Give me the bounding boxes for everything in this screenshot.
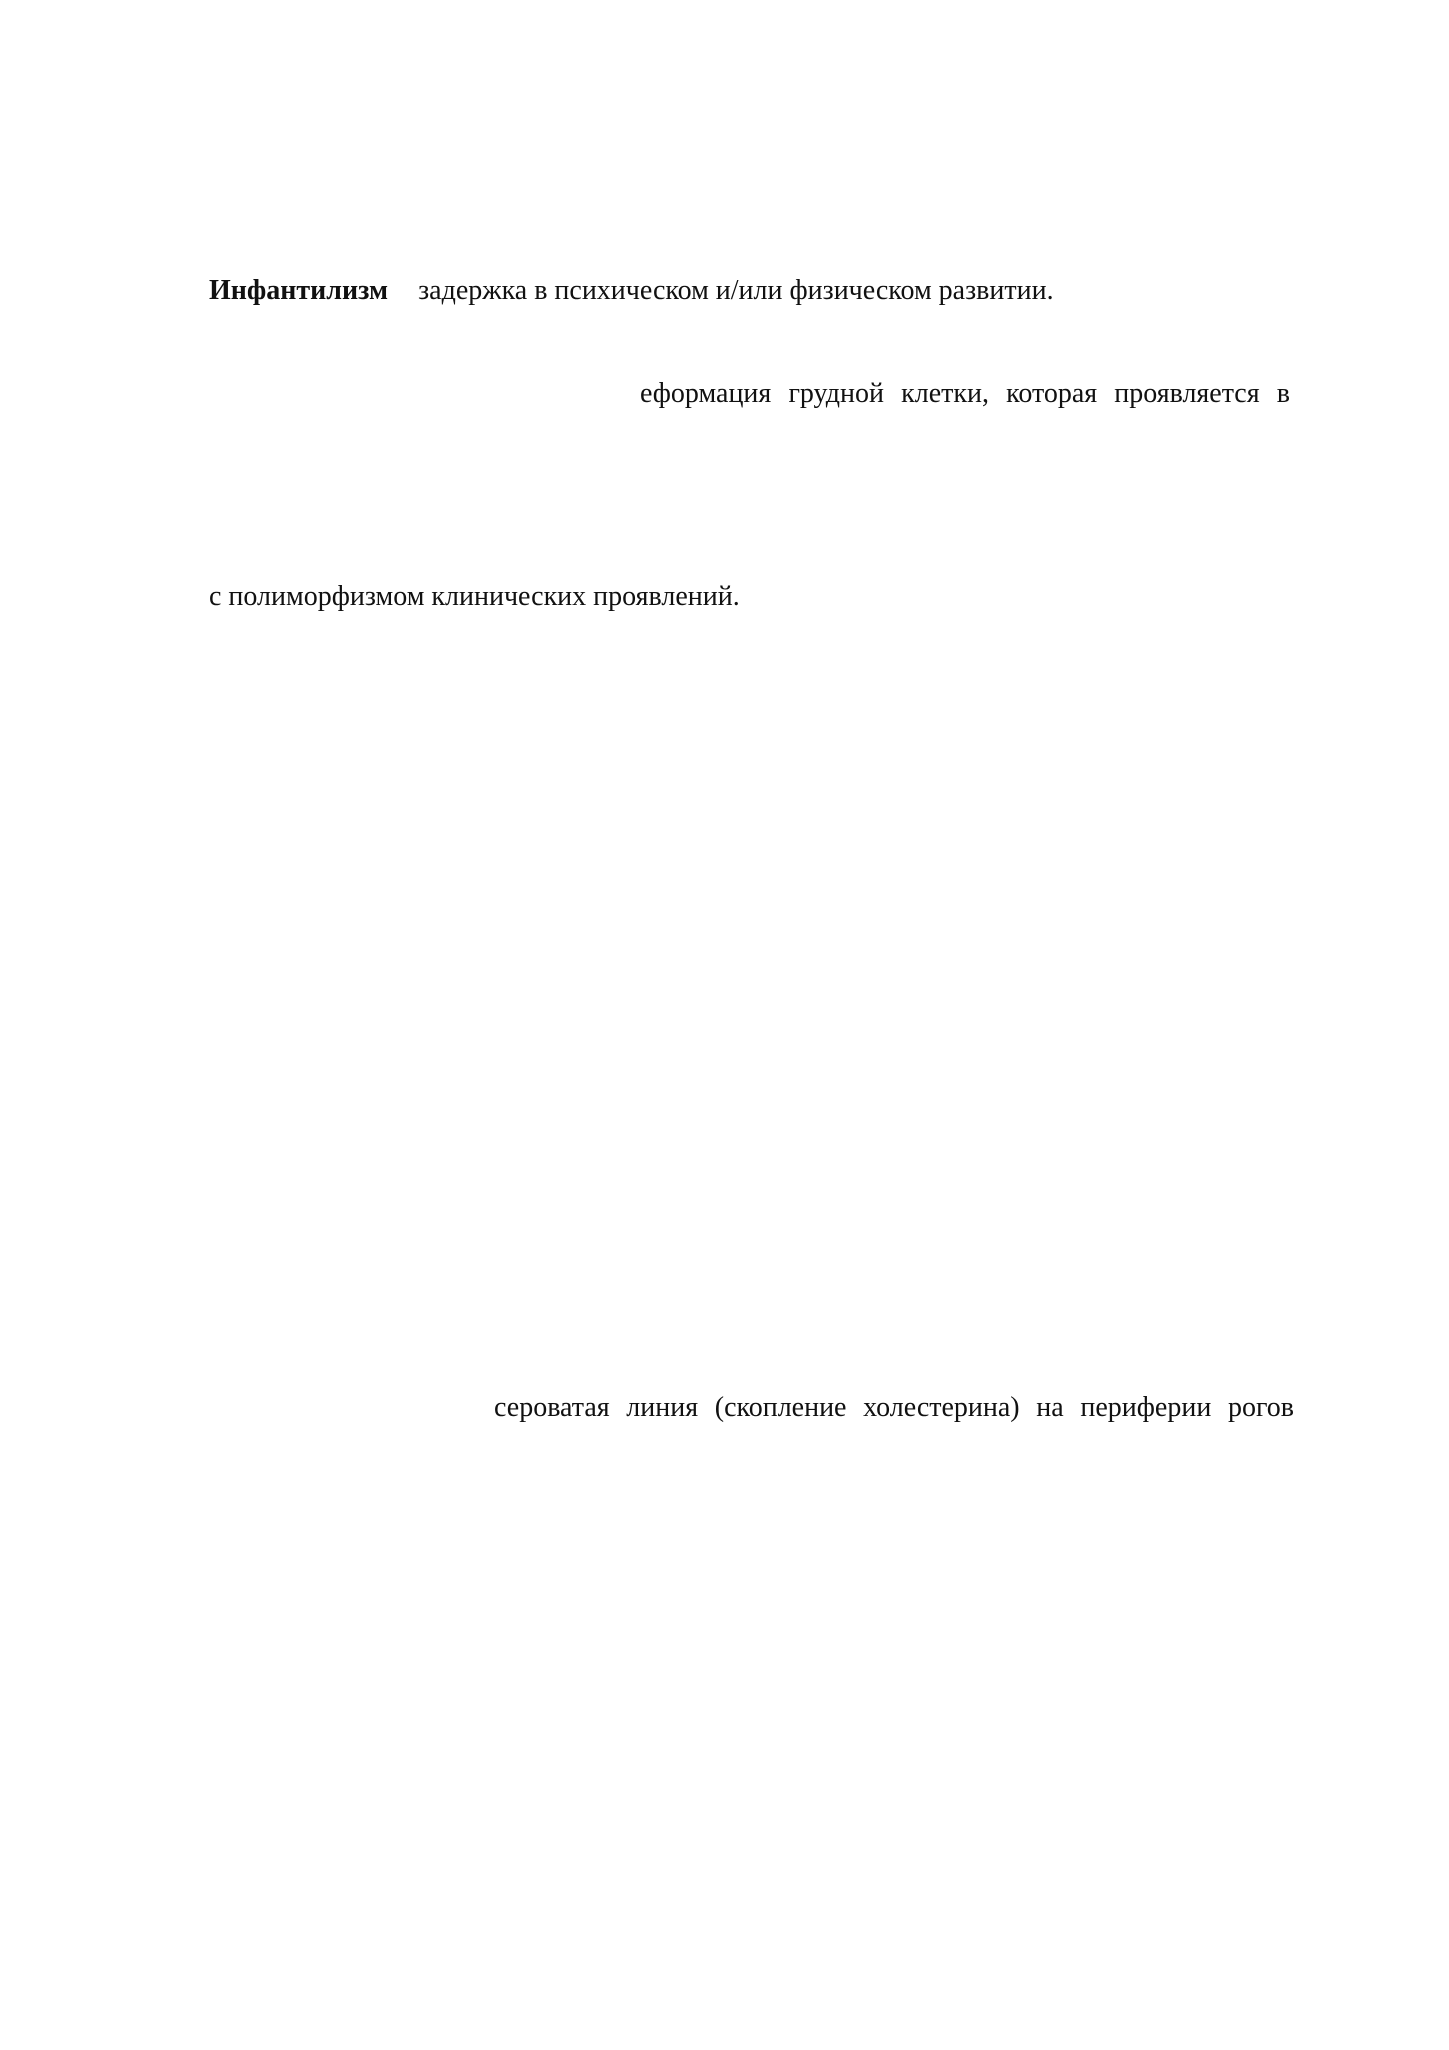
infantilism-definition-text: задержка в психическом и/или физическом развитии. [418,275,1054,306]
infantilism-definition-line [209,274,1054,308]
term-infantilism: Инфантилизм [209,275,389,306]
grayish-line-text: сероватая линия (скопление холестерина) на периферии рогов [494,1392,1294,1423]
chest-deformation-line: еформация грудной клетки, которая проявляется в [640,378,1290,409]
polymorphism-line: с полиморфизмом клинических проявлений. [209,581,740,612]
